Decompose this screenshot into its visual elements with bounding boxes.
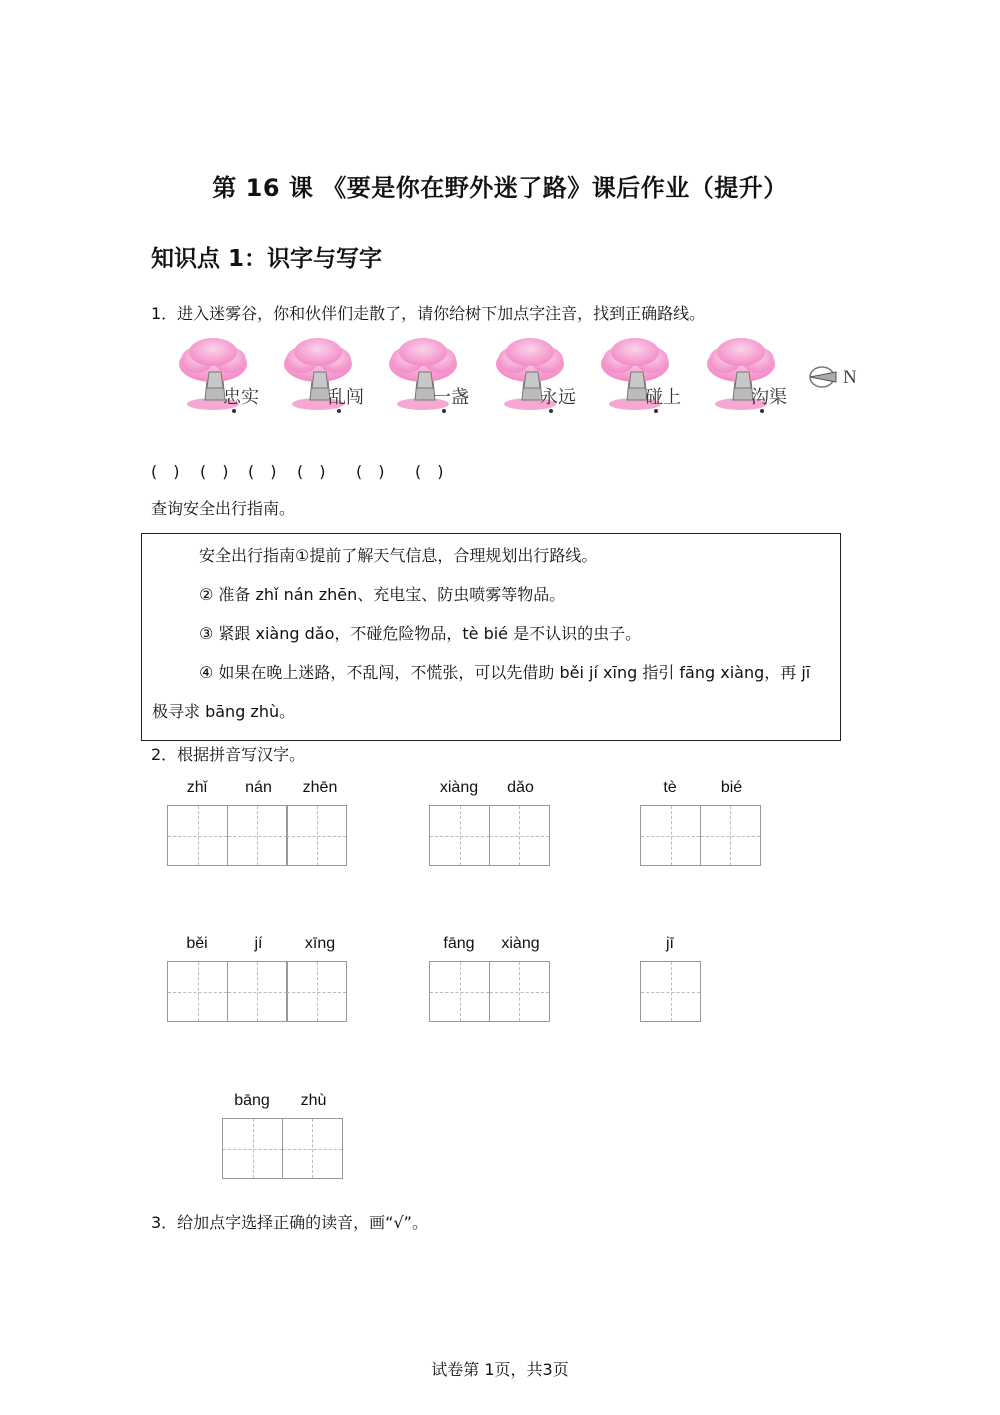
compass-label: N: [843, 367, 857, 388]
writing-cell[interactable]: [222, 1118, 283, 1179]
tree-5: [601, 338, 681, 413]
pinyin-label: tè: [663, 779, 677, 796]
guide-line-5: 极寻求 bāng zhù。: [152, 702, 296, 721]
writing-cell[interactable]: [227, 961, 288, 1022]
tree-1: [179, 338, 259, 413]
pinyin-label: dǎo: [507, 779, 534, 796]
section-heading: 知识点 1：识字与写字: [151, 246, 383, 272]
page-footer: 试卷第 1页，共3页: [431, 1360, 569, 1379]
pinyin-label: zhǐ: [186, 779, 208, 796]
tree-label: 永远: [540, 387, 576, 408]
answer-paren[interactable]: ( ): [151, 462, 180, 481]
answer-paren[interactable]: ( ): [248, 462, 277, 481]
writing-cell[interactable]: [282, 1118, 343, 1179]
pinyin-label: zhù: [300, 1092, 327, 1109]
pinyin-label: xiàng: [439, 779, 479, 796]
pinyin-label: běi: [186, 935, 208, 952]
writing-cell[interactable]: [167, 961, 228, 1022]
pinyin-label: xīng: [304, 935, 336, 952]
writing-cell[interactable]: [286, 961, 347, 1022]
tree-3: [389, 338, 469, 413]
writing-cell[interactable]: [429, 805, 490, 866]
guide-line-3: ③ 紧跟 xiàng dǎo，不碰危险物品，tè bié 是不认识的虫子。: [199, 624, 642, 643]
answer-paren[interactable]: ( ): [200, 462, 229, 481]
answer-paren[interactable]: ( ): [297, 462, 326, 481]
writing-cell[interactable]: [700, 805, 761, 866]
pinyin-label: jī: [666, 935, 674, 952]
tree-label: 碰上: [645, 387, 681, 408]
query-text: 查询安全出行指南。: [151, 499, 296, 518]
writing-cell[interactable]: [640, 805, 701, 866]
tree-label: 乱闯: [328, 387, 364, 408]
pinyin-label: bāng: [234, 1092, 270, 1109]
question-2: 2．根据拼音写汉字。: [151, 745, 306, 764]
guide-line-4: ④ 如果在晚上迷路，不乱闯，不慌张，可以先借助 běi jí xīng 指引 fāng xiàng，再 jī: [199, 663, 811, 682]
writing-cell[interactable]: [227, 805, 288, 866]
pinyin-label: nán: [245, 779, 272, 796]
tree-label: 忠实: [223, 387, 259, 408]
guide-line-1: 安全出行指南①提前了解天气信息，合理规划出行路线。: [199, 546, 598, 565]
guide-box: [141, 533, 841, 741]
writing-cell[interactable]: [489, 961, 550, 1022]
pinyin-label: xiàng: [501, 935, 540, 952]
pinyin-label: jí: [254, 935, 263, 952]
page-title: 第 16 课 《要是你在野外迷了路》课后作业（提升）: [212, 174, 788, 202]
answer-paren[interactable]: ( ): [415, 462, 444, 481]
writing-cell[interactable]: [640, 961, 701, 1022]
guide-line-2: ② 准备 zhǐ nán zhēn、充电宝、防虫喷雾等物品。: [199, 585, 566, 604]
tree-label: 一盏: [433, 387, 469, 408]
tree-label: 沟渠: [751, 387, 787, 408]
pinyin-label: bié: [720, 779, 743, 796]
question-1: 1．进入迷雾谷，你和伙伴们走散了，请你给树下加点字注音，找到正确路线。: [151, 304, 706, 323]
writing-cell[interactable]: [489, 805, 550, 866]
tree-2: [284, 338, 364, 413]
pinyin-label: zhēn: [302, 779, 338, 796]
writing-cell[interactable]: [429, 961, 490, 1022]
tree-6: [707, 338, 787, 413]
writing-cell[interactable]: [167, 805, 228, 866]
pinyin-label: fāng: [443, 935, 475, 952]
writing-cell[interactable]: [286, 805, 347, 866]
compass-icon: [810, 367, 836, 387]
question-3: 3．给加点字选择正确的读音，画“√”。: [151, 1213, 428, 1232]
answer-paren[interactable]: ( ): [356, 462, 385, 481]
tree-4: [496, 338, 576, 413]
trees-illustration: [0, 0, 1000, 430]
